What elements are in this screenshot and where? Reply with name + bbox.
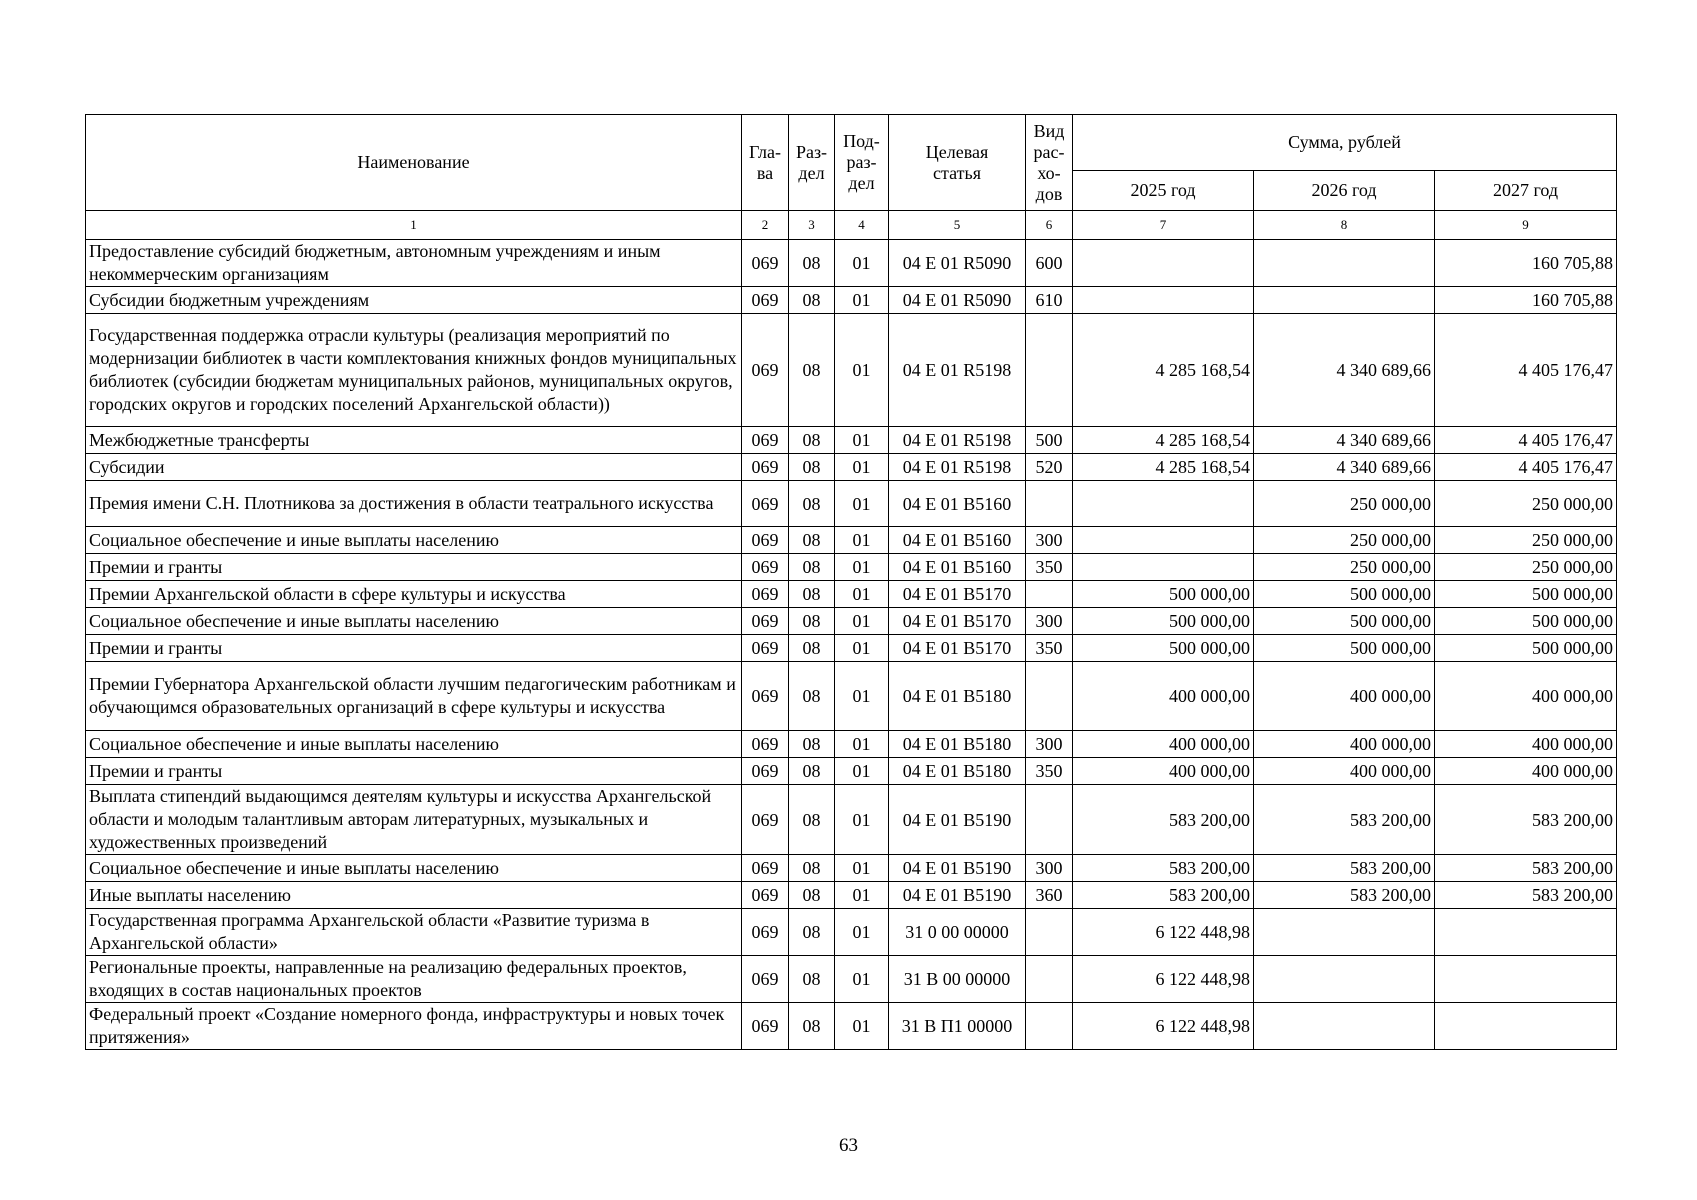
row-sum-2027: 250 000,00 bbox=[1435, 481, 1617, 527]
row-podrazdel: 01 bbox=[835, 731, 889, 758]
row-sum-2026 bbox=[1254, 287, 1435, 314]
budget-table bbox=[85, 114, 1617, 1050]
table-row bbox=[86, 785, 1617, 855]
row-vid bbox=[1026, 785, 1073, 855]
row-vid: 500 bbox=[1026, 427, 1073, 454]
row-razdel: 08 bbox=[789, 427, 835, 454]
row-sum-2027: 400 000,00 bbox=[1435, 731, 1617, 758]
row-vid: 350 bbox=[1026, 758, 1073, 785]
row-sum-2025: 4 285 168,54 bbox=[1073, 314, 1254, 427]
row-celevaya: 04 Е 01 R5198 bbox=[889, 314, 1026, 427]
header-summa: Сумма, рублей bbox=[1073, 115, 1617, 171]
row-glava: 069 bbox=[742, 581, 789, 608]
row-celevaya: 31 В 00 00000 bbox=[889, 956, 1026, 1003]
header-vid bbox=[1026, 115, 1073, 211]
header-2025: 2025 год bbox=[1073, 171, 1254, 211]
row-celevaya: 04 Е 01 R5198 bbox=[889, 454, 1026, 481]
col-number: 8 bbox=[1254, 211, 1435, 240]
row-razdel: 08 bbox=[789, 1003, 835, 1050]
row-sum-2026: 500 000,00 bbox=[1254, 635, 1435, 662]
header-name: Наименование bbox=[86, 115, 742, 211]
row-razdel: 08 bbox=[789, 608, 835, 635]
row-celevaya: 31 В П1 00000 bbox=[889, 1003, 1026, 1050]
row-sum-2027: 250 000,00 bbox=[1435, 554, 1617, 581]
row-sum-2026: 500 000,00 bbox=[1254, 608, 1435, 635]
row-name: Социальное обеспечение и иные выплаты населению bbox=[86, 855, 742, 882]
row-sum-2027: 4 405 176,47 bbox=[1435, 427, 1617, 454]
row-name: Премия имени С.Н. Плотникова за достижения в области театрального искусства bbox=[86, 481, 742, 527]
row-podrazdel: 01 bbox=[835, 956, 889, 1003]
table-row bbox=[86, 882, 1617, 909]
row-podrazdel: 01 bbox=[835, 758, 889, 785]
row-vid: 350 bbox=[1026, 554, 1073, 581]
row-razdel: 08 bbox=[789, 882, 835, 909]
row-vid: 350 bbox=[1026, 635, 1073, 662]
row-podrazdel: 01 bbox=[835, 554, 889, 581]
row-celevaya: 04 Е 01 R5090 bbox=[889, 287, 1026, 314]
row-sum-2025: 500 000,00 bbox=[1073, 635, 1254, 662]
row-glava: 069 bbox=[742, 554, 789, 581]
row-celevaya: 04 Е 01 В5190 bbox=[889, 785, 1026, 855]
table-row bbox=[86, 481, 1617, 527]
row-podrazdel: 01 bbox=[835, 287, 889, 314]
row-razdel: 08 bbox=[789, 635, 835, 662]
row-razdel: 08 bbox=[789, 240, 835, 287]
row-name: Иные выплаты населению bbox=[86, 882, 742, 909]
header-celevaya-text: Целевая статья bbox=[925, 141, 989, 183]
row-sum-2026: 400 000,00 bbox=[1254, 731, 1435, 758]
col-number: 1 bbox=[86, 211, 742, 240]
row-name: Премии и гранты bbox=[86, 758, 742, 785]
row-vid bbox=[1026, 956, 1073, 1003]
row-glava: 069 bbox=[742, 662, 789, 731]
row-sum-2025 bbox=[1073, 554, 1254, 581]
row-celevaya: 04 Е 01 В5160 bbox=[889, 554, 1026, 581]
header-razdel-text: Раз- дел bbox=[795, 141, 828, 183]
row-celevaya: 04 Е 01 В5160 bbox=[889, 527, 1026, 554]
row-glava: 069 bbox=[742, 758, 789, 785]
row-sum-2026: 4 340 689,66 bbox=[1254, 427, 1435, 454]
row-razdel: 08 bbox=[789, 454, 835, 481]
col-number: 2 bbox=[742, 211, 789, 240]
row-celevaya: 04 Е 01 R5198 bbox=[889, 427, 1026, 454]
row-podrazdel: 01 bbox=[835, 855, 889, 882]
row-celevaya: 04 Е 01 В5180 bbox=[889, 662, 1026, 731]
row-razdel: 08 bbox=[789, 481, 835, 527]
row-glava: 069 bbox=[742, 1003, 789, 1050]
row-sum-2025: 583 200,00 bbox=[1073, 855, 1254, 882]
row-vid bbox=[1026, 481, 1073, 527]
row-sum-2027: 4 405 176,47 bbox=[1435, 454, 1617, 481]
row-celevaya: 04 Е 01 В5170 bbox=[889, 581, 1026, 608]
row-sum-2027: 583 200,00 bbox=[1435, 785, 1617, 855]
row-sum-2027: 400 000,00 bbox=[1435, 758, 1617, 785]
row-sum-2026: 250 000,00 bbox=[1254, 527, 1435, 554]
table-row bbox=[86, 662, 1617, 731]
row-celevaya: 04 Е 01 R5090 bbox=[889, 240, 1026, 287]
row-sum-2025: 500 000,00 bbox=[1073, 608, 1254, 635]
row-vid: 300 bbox=[1026, 608, 1073, 635]
row-vid: 600 bbox=[1026, 240, 1073, 287]
row-vid bbox=[1026, 909, 1073, 956]
table-row bbox=[86, 758, 1617, 785]
row-podrazdel: 01 bbox=[835, 1003, 889, 1050]
row-name: Премии и гранты bbox=[86, 635, 742, 662]
row-name: Выплата стипендий выдающимся деятелям культуры и искусства Архангельской области и молодым талантливым авторам литературных, музыкальных и художественных произведений bbox=[86, 785, 742, 855]
row-sum-2026: 500 000,00 bbox=[1254, 581, 1435, 608]
table-row bbox=[86, 527, 1617, 554]
column-number-row bbox=[86, 211, 1617, 240]
row-name: Федеральный проект «Создание номерного фонда, инфраструктуры и новых точек притяжения» bbox=[86, 1003, 742, 1050]
row-vid bbox=[1026, 581, 1073, 608]
row-podrazdel: 01 bbox=[835, 608, 889, 635]
row-podrazdel: 01 bbox=[835, 785, 889, 855]
table-row bbox=[86, 608, 1617, 635]
row-sum-2025: 4 285 168,54 bbox=[1073, 427, 1254, 454]
row-glava: 069 bbox=[742, 454, 789, 481]
row-podrazdel: 01 bbox=[835, 240, 889, 287]
row-celevaya: 04 Е 01 В5170 bbox=[889, 635, 1026, 662]
row-razdel: 08 bbox=[789, 909, 835, 956]
row-sum-2027: 160 705,88 bbox=[1435, 240, 1617, 287]
row-sum-2025 bbox=[1073, 240, 1254, 287]
row-podrazdel: 01 bbox=[835, 481, 889, 527]
row-sum-2026: 250 000,00 bbox=[1254, 481, 1435, 527]
row-sum-2027 bbox=[1435, 956, 1617, 1003]
row-glava: 069 bbox=[742, 882, 789, 909]
row-vid: 300 bbox=[1026, 527, 1073, 554]
row-podrazdel: 01 bbox=[835, 427, 889, 454]
row-glava: 069 bbox=[742, 287, 789, 314]
row-name: Субсидии бюджетным учреждениям bbox=[86, 287, 742, 314]
row-sum-2026: 583 200,00 bbox=[1254, 882, 1435, 909]
table-row bbox=[86, 454, 1617, 481]
row-sum-2026: 4 340 689,66 bbox=[1254, 454, 1435, 481]
row-sum-2025: 6 122 448,98 bbox=[1073, 956, 1254, 1003]
row-razdel: 08 bbox=[789, 581, 835, 608]
row-razdel: 08 bbox=[789, 855, 835, 882]
row-glava: 069 bbox=[742, 240, 789, 287]
row-name: Субсидии bbox=[86, 454, 742, 481]
row-celevaya: 31 0 00 00000 bbox=[889, 909, 1026, 956]
table-row bbox=[86, 731, 1617, 758]
row-sum-2025 bbox=[1073, 481, 1254, 527]
row-celevaya: 04 Е 01 В5160 bbox=[889, 481, 1026, 527]
table-row bbox=[86, 956, 1617, 1003]
row-sum-2026: 400 000,00 bbox=[1254, 758, 1435, 785]
row-glava: 069 bbox=[742, 608, 789, 635]
table-row bbox=[86, 427, 1617, 454]
row-celevaya: 04 Е 01 В5190 bbox=[889, 855, 1026, 882]
table-row bbox=[86, 909, 1617, 956]
row-sum-2026: 4 340 689,66 bbox=[1254, 314, 1435, 427]
row-razdel: 08 bbox=[789, 731, 835, 758]
row-sum-2025: 4 285 168,54 bbox=[1073, 454, 1254, 481]
header-razdel bbox=[789, 115, 835, 211]
row-celevaya: 04 Е 01 В5180 bbox=[889, 758, 1026, 785]
row-vid: 610 bbox=[1026, 287, 1073, 314]
row-sum-2027 bbox=[1435, 909, 1617, 956]
row-sum-2026: 250 000,00 bbox=[1254, 554, 1435, 581]
row-glava: 069 bbox=[742, 635, 789, 662]
row-razdel: 08 bbox=[789, 758, 835, 785]
row-razdel: 08 bbox=[789, 662, 835, 731]
row-celevaya: 04 Е 01 В5190 bbox=[889, 882, 1026, 909]
row-sum-2025: 583 200,00 bbox=[1073, 882, 1254, 909]
row-sum-2027: 583 200,00 bbox=[1435, 882, 1617, 909]
row-sum-2027: 250 000,00 bbox=[1435, 527, 1617, 554]
row-glava: 069 bbox=[742, 314, 789, 427]
row-sum-2026 bbox=[1254, 909, 1435, 956]
row-razdel: 08 bbox=[789, 956, 835, 1003]
table-row bbox=[86, 240, 1617, 287]
row-podrazdel: 01 bbox=[835, 635, 889, 662]
col-number: 7 bbox=[1073, 211, 1254, 240]
row-glava: 069 bbox=[742, 481, 789, 527]
header-glava-text: Гла- ва bbox=[748, 141, 782, 183]
row-sum-2026: 583 200,00 bbox=[1254, 785, 1435, 855]
row-sum-2026: 583 200,00 bbox=[1254, 855, 1435, 882]
row-sum-2026 bbox=[1254, 1003, 1435, 1050]
row-name: Социальное обеспечение и иные выплаты населению bbox=[86, 731, 742, 758]
row-sum-2025: 583 200,00 bbox=[1073, 785, 1254, 855]
col-number: 9 bbox=[1435, 211, 1617, 240]
table-row bbox=[86, 581, 1617, 608]
header-vid-text: Вид рас- хо- дов bbox=[1033, 120, 1065, 204]
col-number: 5 bbox=[889, 211, 1026, 240]
row-glava: 069 bbox=[742, 427, 789, 454]
row-vid: 300 bbox=[1026, 855, 1073, 882]
row-sum-2025 bbox=[1073, 527, 1254, 554]
table-row bbox=[86, 314, 1617, 427]
row-sum-2027: 160 705,88 bbox=[1435, 287, 1617, 314]
header-2026: 2026 год bbox=[1254, 171, 1435, 211]
col-number: 4 bbox=[835, 211, 889, 240]
row-name: Предоставление субсидий бюджетным, автономным учреждениям и иным некоммерческим организациям bbox=[86, 240, 742, 287]
table-row bbox=[86, 1003, 1617, 1050]
row-sum-2027: 500 000,00 bbox=[1435, 608, 1617, 635]
row-glava: 069 bbox=[742, 909, 789, 956]
header-row bbox=[86, 115, 1617, 171]
row-name: Социальное обеспечение и иные выплаты населению bbox=[86, 608, 742, 635]
row-name: Межбюджетные трансферты bbox=[86, 427, 742, 454]
row-razdel: 08 bbox=[789, 314, 835, 427]
row-vid bbox=[1026, 662, 1073, 731]
row-celevaya: 04 Е 01 В5180 bbox=[889, 731, 1026, 758]
col-number: 6 bbox=[1026, 211, 1073, 240]
row-glava: 069 bbox=[742, 731, 789, 758]
row-podrazdel: 01 bbox=[835, 454, 889, 481]
row-celevaya: 04 Е 01 В5170 bbox=[889, 608, 1026, 635]
row-sum-2027: 500 000,00 bbox=[1435, 581, 1617, 608]
row-sum-2027: 4 405 176,47 bbox=[1435, 314, 1617, 427]
row-podrazdel: 01 bbox=[835, 882, 889, 909]
row-razdel: 08 bbox=[789, 527, 835, 554]
header-glava bbox=[742, 115, 789, 211]
row-razdel: 08 bbox=[789, 785, 835, 855]
row-sum-2025: 400 000,00 bbox=[1073, 758, 1254, 785]
row-name: Государственная поддержка отрасли культуры (реализация мероприятий по модернизации библиотек в части комплектования книжных фондов муниципальных библиотек (субсидии бюджетам муниципальных районов, муниципальных округов, городских округов и городских поселений Архангельской области)) bbox=[86, 314, 742, 427]
header-2027: 2027 год bbox=[1435, 171, 1617, 211]
row-vid: 360 bbox=[1026, 882, 1073, 909]
row-podrazdel: 01 bbox=[835, 581, 889, 608]
row-sum-2025: 400 000,00 bbox=[1073, 662, 1254, 731]
row-glava: 069 bbox=[742, 956, 789, 1003]
row-razdel: 08 bbox=[789, 554, 835, 581]
header-podrazdel-text: Под- раз- дел bbox=[843, 131, 880, 193]
row-sum-2026 bbox=[1254, 240, 1435, 287]
header-podrazdel bbox=[835, 115, 889, 211]
row-sum-2025: 6 122 448,98 bbox=[1073, 909, 1254, 956]
row-name: Региональные проекты, направленные на реализацию федеральных проектов, входящих в состав национальных проектов bbox=[86, 956, 742, 1003]
page-number: 63 bbox=[839, 1135, 858, 1156]
row-sum-2025: 400 000,00 bbox=[1073, 731, 1254, 758]
row-sum-2026 bbox=[1254, 956, 1435, 1003]
row-vid bbox=[1026, 314, 1073, 427]
table-row bbox=[86, 855, 1617, 882]
col-number: 3 bbox=[789, 211, 835, 240]
row-vid: 300 bbox=[1026, 731, 1073, 758]
header-celevaya bbox=[889, 115, 1026, 211]
row-sum-2026: 400 000,00 bbox=[1254, 662, 1435, 731]
row-name: Государственная программа Архангельской области «Развитие туризма в Архангельской области» bbox=[86, 909, 742, 956]
row-podrazdel: 01 bbox=[835, 527, 889, 554]
row-sum-2027: 500 000,00 bbox=[1435, 635, 1617, 662]
table-row bbox=[86, 287, 1617, 314]
row-sum-2025: 500 000,00 bbox=[1073, 581, 1254, 608]
table-row bbox=[86, 635, 1617, 662]
row-name: Социальное обеспечение и иные выплаты населению bbox=[86, 527, 742, 554]
row-name: Премии и гранты bbox=[86, 554, 742, 581]
row-sum-2027 bbox=[1435, 1003, 1617, 1050]
table-row bbox=[86, 554, 1617, 581]
row-glava: 069 bbox=[742, 785, 789, 855]
row-name: Премии Губернатора Архангельской области лучшим педагогическим работникам и обучающимся образовательных организаций в сфере культуры и искусства bbox=[86, 662, 742, 731]
row-podrazdel: 01 bbox=[835, 909, 889, 956]
row-podrazdel: 01 bbox=[835, 314, 889, 427]
row-sum-2025: 6 122 448,98 bbox=[1073, 1003, 1254, 1050]
row-sum-2025 bbox=[1073, 287, 1254, 314]
row-sum-2027: 400 000,00 bbox=[1435, 662, 1617, 731]
row-razdel: 08 bbox=[789, 287, 835, 314]
row-glava: 069 bbox=[742, 855, 789, 882]
row-vid bbox=[1026, 1003, 1073, 1050]
row-name: Премии Архангельской области в сфере культуры и искусства bbox=[86, 581, 742, 608]
row-podrazdel: 01 bbox=[835, 662, 889, 731]
row-vid: 520 bbox=[1026, 454, 1073, 481]
row-sum-2027: 583 200,00 bbox=[1435, 855, 1617, 882]
row-glava: 069 bbox=[742, 527, 789, 554]
